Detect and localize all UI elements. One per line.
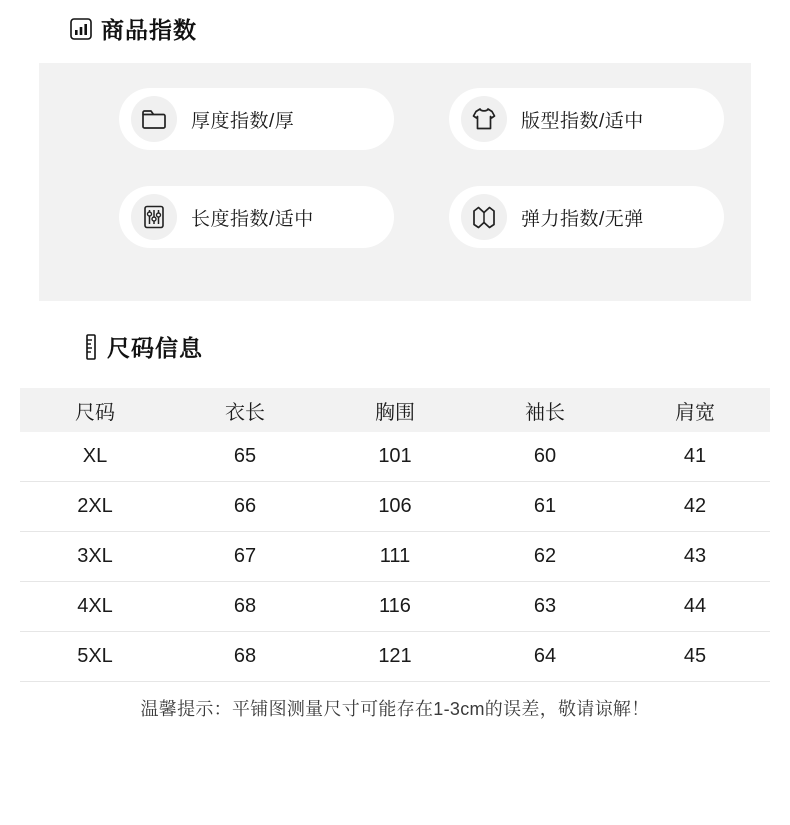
index-item-elasticity bbox=[449, 186, 724, 248]
index-item-label: 长度指数/适中 bbox=[191, 208, 314, 230]
size-cell: 63 bbox=[533, 595, 557, 617]
table-row bbox=[20, 432, 770, 482]
table-row bbox=[20, 582, 770, 632]
size-table-col-header: 衣长 bbox=[225, 401, 265, 424]
size-cell: 116 bbox=[379, 595, 411, 617]
size-cell: 44 bbox=[683, 595, 707, 617]
size-table-col-header: 肩宽 bbox=[675, 401, 715, 424]
size-cell: 101 bbox=[378, 445, 412, 467]
size-cell: 60 bbox=[533, 445, 557, 467]
size-cell: 61 bbox=[533, 495, 557, 517]
size-cell: 64 bbox=[533, 645, 557, 667]
size-table-note-row bbox=[20, 682, 770, 735]
index-item-fit bbox=[449, 88, 724, 150]
size-info-section bbox=[84, 330, 744, 363]
size-cell: 106 bbox=[378, 495, 412, 517]
bar-chart-icon bbox=[70, 18, 92, 40]
size-info-title: 尺码信息 bbox=[107, 335, 203, 361]
size-cell: 2XL bbox=[77, 495, 113, 517]
index-item-thickness bbox=[119, 88, 394, 150]
size-table-body bbox=[20, 432, 770, 734]
size-cell: 66 bbox=[233, 495, 257, 517]
ruler-icon bbox=[84, 334, 98, 360]
size-cell: 41 bbox=[683, 445, 707, 467]
size-cell: 65 bbox=[233, 445, 257, 467]
slider-icon bbox=[131, 194, 177, 240]
size-table-col-header: 胸围 bbox=[375, 401, 415, 424]
product-index-heading bbox=[70, 12, 730, 45]
product-index-section bbox=[70, 12, 730, 301]
table-row bbox=[20, 532, 770, 582]
size-note: 温馨提示：平铺图测量尺寸可能存在1-3cm的误差，敬请谅解！ bbox=[20, 682, 770, 735]
index-item-label: 厚度指数/厚 bbox=[191, 110, 295, 132]
size-cell: 3XL bbox=[77, 545, 113, 567]
size-cell: 111 bbox=[379, 545, 411, 567]
product-index-panel bbox=[39, 63, 751, 301]
size-cell: 121 bbox=[378, 645, 412, 667]
product-index-grid bbox=[119, 88, 719, 262]
size-cell: 62 bbox=[533, 545, 557, 567]
size-table bbox=[20, 388, 770, 734]
index-item-label: 弹力指数/无弹 bbox=[521, 208, 644, 230]
size-info-heading bbox=[84, 330, 744, 363]
size-cell: 5XL bbox=[77, 645, 113, 667]
size-cell: XL bbox=[82, 445, 108, 467]
index-item-length bbox=[119, 186, 394, 248]
index-item-label: 版型指数/适中 bbox=[521, 110, 644, 132]
size-cell: 68 bbox=[233, 595, 257, 617]
size-cell: 42 bbox=[683, 495, 707, 517]
folder-icon bbox=[131, 96, 177, 142]
size-cell: 43 bbox=[683, 545, 707, 567]
tshirt-icon bbox=[461, 96, 507, 142]
size-table-col-header: 尺码 bbox=[75, 401, 115, 424]
size-cell: 4XL bbox=[77, 595, 113, 617]
size-table-head bbox=[20, 388, 770, 432]
size-table-col-header: 袖长 bbox=[525, 401, 565, 424]
product-index-title: 商品指数 bbox=[101, 17, 197, 43]
table-row bbox=[20, 632, 770, 682]
size-cell: 67 bbox=[233, 545, 257, 567]
size-table-header-row bbox=[20, 388, 770, 432]
table-row bbox=[20, 482, 770, 532]
size-cell: 45 bbox=[683, 645, 707, 667]
elastic-icon bbox=[461, 194, 507, 240]
size-cell: 68 bbox=[233, 645, 257, 667]
